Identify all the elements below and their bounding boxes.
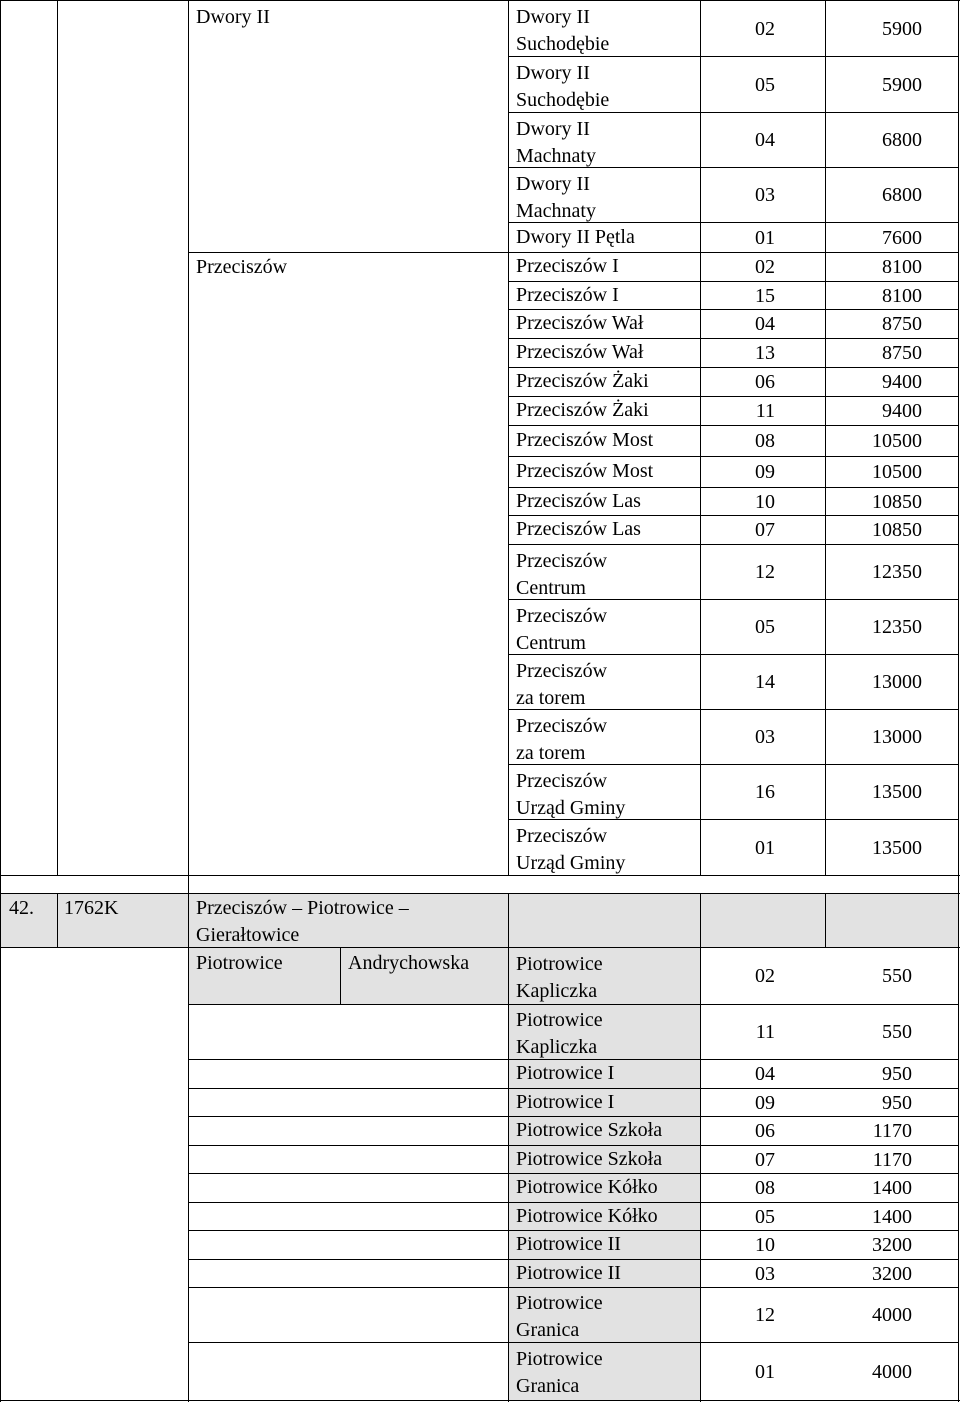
stop-name: Przeciszów Las: [516, 490, 641, 512]
stop-code: 09: [755, 461, 775, 483]
stop-code: 12: [755, 561, 775, 583]
road-code: 1762K: [64, 897, 119, 919]
stop-name: Dwory II: [516, 173, 590, 195]
stop-name: Dwory II: [516, 62, 590, 84]
stop-distance: 1400: [872, 1206, 912, 1228]
stop-code: 04: [755, 1063, 775, 1085]
stop-distance: 3200: [872, 1234, 912, 1256]
stop-name: Przeciszów I: [516, 284, 619, 306]
stop-distance: 3200: [872, 1263, 912, 1285]
grid-hline: [0, 0, 960, 1]
grid-hline: [0, 893, 960, 894]
commune-label: Piotrowice: [196, 952, 283, 974]
stop-code: 11: [755, 1021, 775, 1043]
stop-code: 02: [755, 256, 775, 278]
stop-code: 02: [755, 965, 775, 987]
grid-vline: [700, 0, 701, 875]
grid-vline: [0, 0, 1, 1402]
grid-vline: [57, 893, 58, 947]
stop-distance: 13500: [872, 781, 922, 803]
stop-code: 15: [755, 285, 775, 307]
stop-distance: 12350: [872, 561, 922, 583]
stop-distance: 1170: [872, 1149, 912, 1171]
stop-distance: 9400: [882, 400, 922, 422]
grid-hline: [508, 544, 958, 545]
stop-name: Piotrowice I: [516, 1062, 615, 1084]
stop-code: 05: [755, 74, 775, 96]
stop-name: Machnaty: [516, 200, 596, 222]
stop-distance: 10500: [872, 461, 922, 483]
stop-code: 01: [755, 837, 775, 859]
stop-distance: 9400: [882, 371, 922, 393]
stop-code: 03: [755, 726, 775, 748]
stop-name: Przeciszów: [516, 550, 608, 572]
stop-distance: 7600: [882, 227, 922, 249]
stop-distance: 1400: [872, 1177, 912, 1199]
grid-vline: [508, 947, 509, 1402]
stop-distance: 5900: [882, 74, 922, 96]
stop-code: 06: [755, 1120, 775, 1142]
stop-code: 08: [755, 1177, 775, 1199]
stop-name: Piotrowice: [516, 953, 603, 975]
stop-distance: 1170: [872, 1120, 912, 1142]
stop-distance: 12350: [872, 616, 922, 638]
stop-distance: 6800: [882, 129, 922, 151]
stop-distance: 8100: [882, 256, 922, 278]
stop-code: 16: [755, 781, 775, 803]
stop-code: 05: [755, 1206, 775, 1228]
stop-code: 02: [755, 18, 775, 40]
stop-name: Machnaty: [516, 145, 596, 167]
stop-distance: 950: [882, 1092, 912, 1114]
stop-code: 10: [755, 491, 775, 513]
stop-code: 14: [755, 671, 775, 693]
stop-name: Przeciszów: [516, 825, 608, 847]
stop-name: Dwory II Pętla: [516, 226, 635, 248]
stop-name: Granica: [516, 1319, 580, 1341]
stop-code: 07: [755, 1149, 775, 1171]
stop-code: 04: [755, 313, 775, 335]
grid-hline: [188, 252, 508, 253]
stop-name: Piotrowice Kółko: [516, 1176, 658, 1198]
grid-vline: [825, 0, 826, 875]
stop-name: Kapliczka: [516, 1036, 598, 1058]
stop-distance: 4000: [872, 1361, 912, 1383]
stop-code: 09: [755, 1092, 775, 1114]
commune-label: Przeciszów: [196, 256, 288, 278]
stop-name: Przeciszów: [516, 605, 608, 627]
stop-name: Przeciszów I: [516, 255, 619, 277]
stop-code: 07: [755, 519, 775, 541]
stop-name: Dwory II: [516, 118, 590, 140]
stop-distance: 550: [882, 965, 912, 987]
stop-name: Piotrowice Szkoła: [516, 1148, 663, 1170]
stop-distance: 10500: [872, 430, 922, 452]
stop-name: Przeciszów: [516, 660, 608, 682]
grid-vline: [340, 947, 341, 1004]
stop-name: Przeciszów Żaki: [516, 370, 649, 392]
grid-vline: [958, 0, 959, 1402]
grid-vline: [700, 947, 701, 1402]
grid-hline: [0, 875, 960, 876]
stop-name: Urząd Gminy: [516, 797, 626, 819]
stop-distance: 950: [882, 1063, 912, 1085]
stop-name: Przeciszów Las: [516, 518, 641, 540]
stop-code: 06: [755, 371, 775, 393]
stop-code: 08: [755, 430, 775, 452]
stop-distance: 10850: [872, 491, 922, 513]
road-number: 42.: [9, 897, 34, 919]
stop-name: Centrum: [516, 632, 586, 654]
stop-name: Suchodębie: [516, 33, 610, 55]
stop-name: Przeciszów: [516, 770, 608, 792]
stop-name: Przeciszów Żaki: [516, 399, 649, 421]
grid-vline: [825, 893, 826, 947]
grid-vline: [57, 0, 58, 875]
stop-name: Kapliczka: [516, 980, 598, 1002]
stop-name: za torem: [516, 687, 586, 709]
grid-vline: [700, 893, 701, 947]
grid-hline: [508, 425, 958, 426]
stop-name: Przeciszów Wał: [516, 341, 644, 363]
stop-code: 13: [755, 342, 775, 364]
stop-name: Dwory II: [516, 6, 590, 28]
stop-code: 01: [755, 1361, 775, 1383]
stop-name: Przeciszów Most: [516, 429, 654, 451]
stop-name: Piotrowice: [516, 1292, 603, 1314]
grid-vline: [188, 0, 189, 1402]
stop-name: Piotrowice Kółko: [516, 1205, 658, 1227]
street-name: Andrychowska: [348, 952, 470, 974]
stop-distance: 6800: [882, 184, 922, 206]
stop-code: 04: [755, 129, 775, 151]
stop-name: za torem: [516, 742, 586, 764]
stop-distance: 13500: [872, 837, 922, 859]
stop-name: Przeciszów Wał: [516, 312, 644, 334]
stop-distance: 4000: [872, 1304, 912, 1326]
stop-distance: 550: [882, 1021, 912, 1043]
stop-distance: 8750: [882, 342, 922, 364]
stop-name: Piotrowice: [516, 1348, 603, 1370]
commune-label: Dwory II: [196, 6, 270, 28]
stop-name: Piotrowice I: [516, 1091, 615, 1113]
grid-hline: [508, 456, 958, 457]
stop-name: Granica: [516, 1375, 580, 1397]
stop-distance: 13000: [872, 671, 922, 693]
stop-code: 11: [755, 400, 775, 422]
stop-name: Piotrowice: [516, 1009, 603, 1031]
grid-vline: [508, 0, 509, 875]
stop-distance: 5900: [882, 18, 922, 40]
stop-code: 05: [755, 616, 775, 638]
stop-name: Piotrowice II: [516, 1233, 621, 1255]
route-name: Przeciszów – Piotrowice – Gierałtowice: [196, 897, 409, 946]
stop-name: Urząd Gminy: [516, 852, 626, 874]
stop-code: 10: [755, 1234, 775, 1256]
stop-code: 01: [755, 227, 775, 249]
stop-name: Piotrowice II: [516, 1262, 621, 1284]
stop-distance: 8750: [882, 313, 922, 335]
stop-code: 03: [755, 184, 775, 206]
stop-distance: 13000: [872, 726, 922, 748]
stop-name: Suchodębie: [516, 89, 610, 111]
grid-vline: [508, 893, 509, 947]
stop-name: Piotrowice Szkoła: [516, 1119, 663, 1141]
stop-code: 03: [755, 1263, 775, 1285]
stop-code: 12: [755, 1304, 775, 1326]
stop-distance: 10850: [872, 519, 922, 541]
grid-hline: [0, 1400, 960, 1401]
stop-distance: 8100: [882, 285, 922, 307]
stop-name: Przeciszów: [516, 715, 608, 737]
stop-name: Przeciszów Most: [516, 460, 654, 482]
stop-name: Centrum: [516, 577, 586, 599]
